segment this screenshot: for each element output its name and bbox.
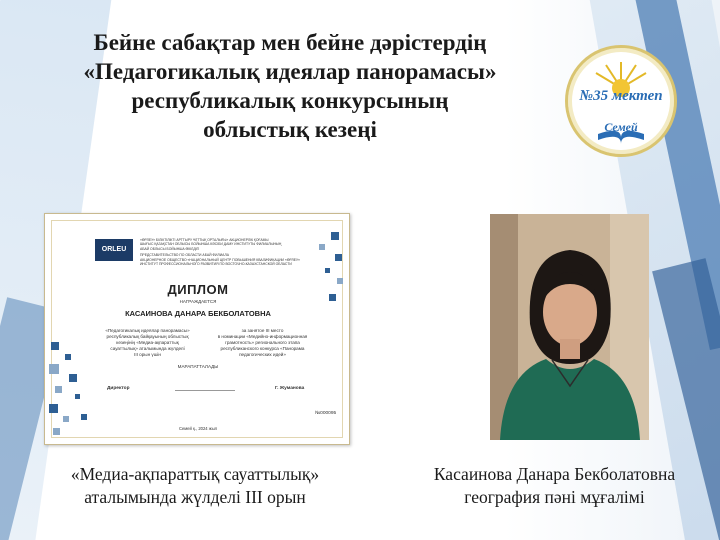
diploma-text-line: сауаттылық» аталымында жүлделі: [110, 346, 185, 351]
caption-line: аталымында жүлделі III орын: [84, 487, 306, 507]
diploma-header-line: АБАЙ ОБЛЫСЫ БОЙЫНША ӨКІЛДІГІ: [140, 246, 200, 251]
portrait-illustration: [490, 214, 649, 440]
teacher-photo: [490, 214, 649, 440]
diploma-place-year: Семей қ., 2024 жыл: [178, 426, 218, 431]
title-line: республикалық конкурсының: [131, 88, 449, 113]
emblem-city: Семей: [604, 120, 638, 134]
diploma-text-line: педагогических идей»: [239, 352, 286, 357]
diploma-text-line: кезеңінің «Медиа-ақпараттық: [116, 340, 179, 345]
title-line: «Педагогикалық идеялар панорамасы»: [83, 59, 497, 84]
caption-line: Касаинова Данара Бекболатовна: [433, 464, 676, 484]
diploma-number: №000095: [315, 411, 337, 416]
diploma-recipient: КАСАИНОВА ДАНАРА БЕКБОЛАТОВНА: [125, 309, 271, 318]
diploma-header-line: «ӨРЛЕУ» БІЛІКТІЛІКТІ АРТТЫРУ ҰЛТТЫҚ ОРТАЛЫҒЫ» АКЦИОНЕРЛІК ҚОҒАМЫ: [140, 238, 269, 242]
signature-line: [175, 390, 235, 391]
diploma-awarded: МАРАПАТТАЛАДЫ: [177, 364, 219, 369]
diploma-text-line: за занятое III место: [241, 328, 284, 333]
diploma-text-line: республиканского конкурса «Панорама: [220, 346, 305, 351]
diploma-text-line: грамотность» регионального этапа: [225, 340, 300, 345]
teacher-caption: [402, 463, 707, 509]
diploma-header-line: АКЦИОНЕРНОЕ ОБЩЕСТВО «НАЦИОНАЛЬНЫЙ ЦЕНТР ПОВЫШЕНИЯ КВАЛИФИКАЦИИ «ӨРЛЕУ»: [140, 257, 300, 262]
diploma-logo: ORLEU: [95, 239, 133, 261]
diploma-text-line: в номинации «Медийно-информационная: [217, 334, 308, 339]
emblem-school-number: №35 мектеп: [579, 88, 663, 104]
title-line: облыстық кезеңі: [203, 117, 377, 142]
diploma-caption: [20, 463, 370, 509]
diploma-header-line: ШЫҒЫС ҚАЗАҚСТАН ОБЛЫСЫ БОЙЫНША КӘСІБИ ДАМУ ИНСТИТУТЫ ФИЛИАЛЫНЫҢ: [140, 242, 282, 247]
caption-line: география пәні мұғалімі: [464, 487, 645, 507]
diploma-text-kazakh: [95, 328, 200, 358]
diploma-text-line: «Педагогикалық идеялар панорамасы»: [105, 328, 190, 333]
diploma-subtitle: НАГРАЖДАЕТСЯ: [179, 299, 217, 304]
diploma-header: [140, 238, 320, 266]
diploma-director-label: Директор: [107, 386, 130, 391]
diploma-title: ДИПЛОМ: [167, 282, 229, 297]
diploma-image: [44, 213, 350, 445]
diploma-text-line: III орын үшін: [134, 352, 161, 357]
diploma-header-line: ПРЕДСТАВИТЕЛЬСТВО ПО ОБЛАСТИ АБАЙ ФИЛИАЛА: [140, 253, 229, 258]
diploma-director-name: Г. Жуманова: [275, 386, 305, 391]
diploma-text-russian: [210, 328, 315, 358]
caption-line: «Медиа-ақпараттық сауаттылық»: [70, 464, 320, 484]
diploma-header-line: ИНСТИТУТ ПРОФЕССИОНАЛЬНОГО РАЗВИТИЯ ПО ВОСТОЧНО-КАЗАХСТАНСКОЙ ОБЛАСТИ: [140, 262, 292, 267]
diploma-text-line: республикалық байқауының облыстық: [106, 334, 189, 339]
title-line: Бейне сабақтар мен бейне дәрістердің: [93, 30, 487, 55]
slide-title: [30, 28, 550, 144]
school-emblem-icon: [565, 45, 677, 157]
